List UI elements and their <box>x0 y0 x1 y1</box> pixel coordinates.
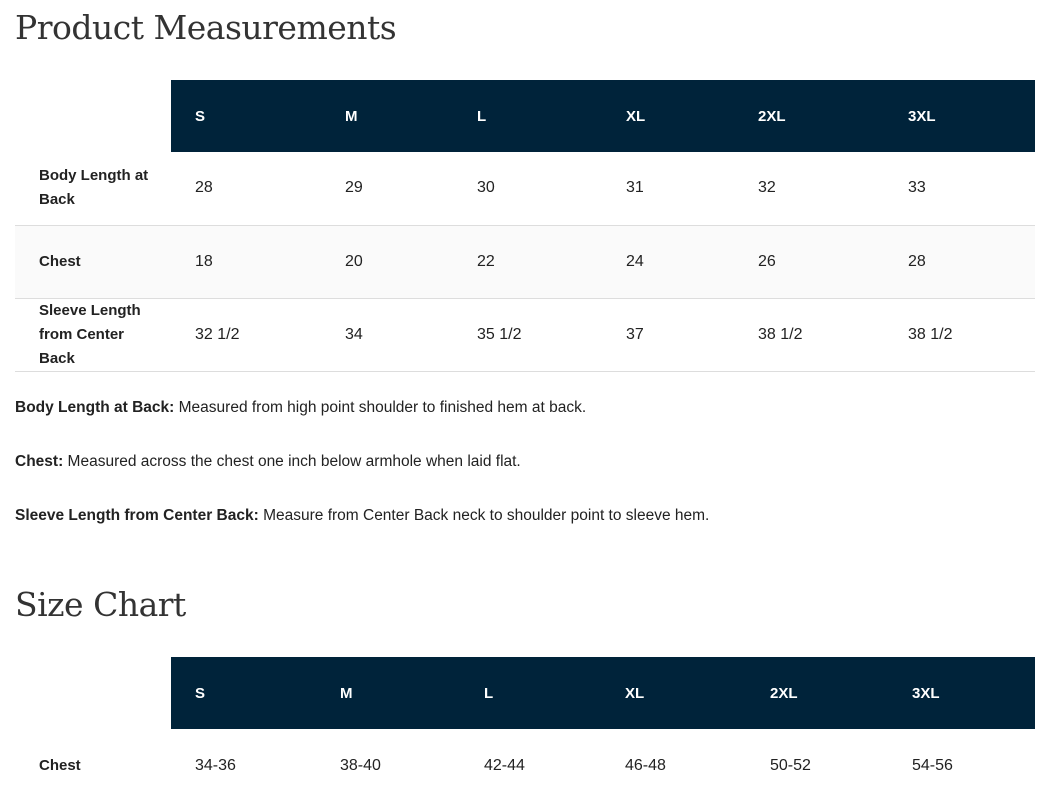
note-term: Sleeve Length from Center Back: <box>15 507 259 524</box>
table-header-row <box>15 657 1035 729</box>
note-sleeve-length <box>15 504 1035 527</box>
table-cell: 42-44 <box>484 756 525 774</box>
table-cell: 32 <box>758 179 776 197</box>
table-row <box>15 729 1035 802</box>
size-header-m: M <box>321 80 453 152</box>
table-cell: 54-56 <box>912 756 953 774</box>
table-cell: 34-36 <box>195 756 236 774</box>
table-row <box>15 298 1035 371</box>
table-header-row <box>15 80 1035 152</box>
row-label-body-length <box>15 152 171 225</box>
size-header-xl: XL <box>602 80 734 152</box>
size-chart-table <box>15 657 1035 802</box>
size-chart-title: Size Chart <box>15 585 186 624</box>
row-label-chest <box>15 225 171 298</box>
row-label-chest: Chest <box>39 756 81 774</box>
header-corner-cell <box>15 80 171 152</box>
note-term: Chest: <box>15 453 64 470</box>
size-header-xl: XL <box>601 657 746 729</box>
product-measurements-table <box>15 80 1035 372</box>
row-label-text: Chest <box>39 252 81 270</box>
product-measurements-title: Product Measurements <box>15 8 397 47</box>
size-header-2xl: 2XL <box>746 657 888 729</box>
table-cell: 22 <box>477 252 495 270</box>
table-cell: 26 <box>758 252 776 270</box>
table-cell: 46-48 <box>625 756 666 774</box>
table-cell: 24 <box>626 252 644 270</box>
note-description: Measured across the chest one inch below armhole when laid flat. <box>67 453 521 470</box>
table-cell: 33 <box>908 179 926 197</box>
table-cell: 31 <box>626 179 644 197</box>
size-header-3xl: 3XL <box>888 657 1035 729</box>
table-cell: 38-40 <box>340 756 381 774</box>
table-cell: 34 <box>345 325 363 343</box>
table-cell: 50-52 <box>770 756 811 774</box>
table-row <box>15 225 1035 298</box>
table-cell: 28 <box>195 179 213 197</box>
table-cell: 18 <box>195 252 213 270</box>
size-header-2xl: 2XL <box>734 80 884 152</box>
note-body-length <box>15 396 1035 419</box>
row-label-text: Body Length at Back <box>39 167 149 209</box>
row-label-sleeve-length <box>15 298 171 371</box>
row-label-text: Sleeve Length from Center Back <box>39 301 141 367</box>
table-cell: 37 <box>626 325 644 343</box>
note-chest <box>15 450 1035 473</box>
size-header-s: S <box>171 657 316 729</box>
size-header-l: L <box>453 80 602 152</box>
size-header-3xl: 3XL <box>884 80 1035 152</box>
size-header-l: L <box>460 657 601 729</box>
table-cell: 28 <box>908 252 926 270</box>
table-cell: 30 <box>477 179 495 197</box>
table-row <box>15 152 1035 225</box>
table-cell: 20 <box>345 252 363 270</box>
table-cell: 35 1/2 <box>477 325 522 343</box>
size-header-m: M <box>316 657 460 729</box>
table-cell: 29 <box>345 179 363 197</box>
note-description: Measured from high point shoulder to finished hem at back. <box>178 399 587 416</box>
table-cell: 38 1/2 <box>908 325 953 343</box>
note-description: Measure from Center Back neck to shoulder point to sleeve hem. <box>263 507 710 524</box>
header-corner-cell <box>15 657 171 729</box>
table-cell: 38 1/2 <box>758 325 803 343</box>
size-header-s: S <box>171 80 321 152</box>
table-cell: 32 1/2 <box>195 325 240 343</box>
note-term: Body Length at Back: <box>15 399 175 416</box>
measurement-notes <box>15 396 1035 558</box>
